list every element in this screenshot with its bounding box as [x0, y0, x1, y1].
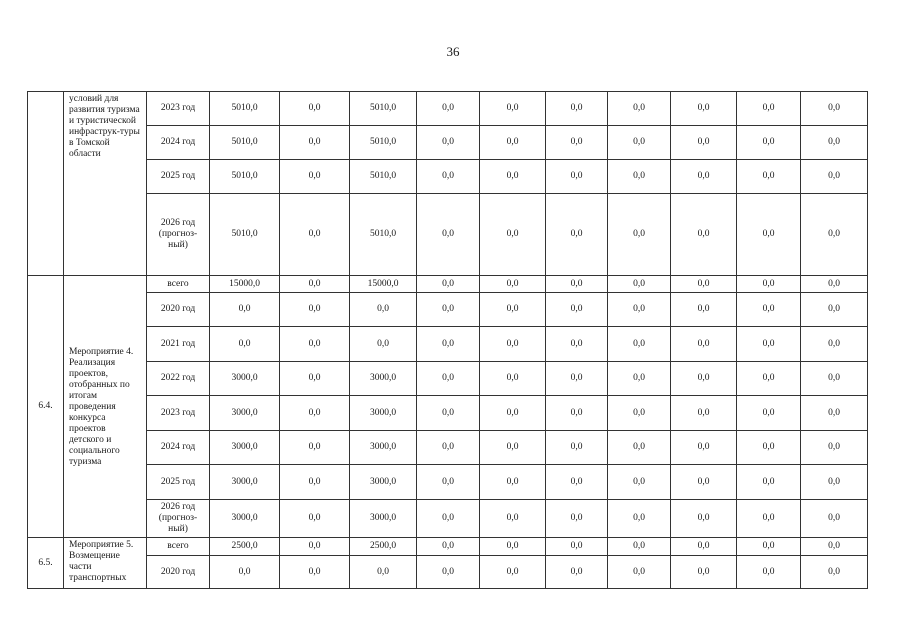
item-name-cell: Мероприятие 4. Реализация проектов, отобранных по итогам проведения конкурса проектов детского и социального туризма	[64, 276, 147, 538]
value-cell: 0,0	[480, 538, 546, 556]
value-cell: 0,0	[480, 194, 546, 276]
value-cell: 3000,0	[210, 362, 280, 396]
value-cell: 0,0	[480, 500, 546, 538]
value-cell: 2500,0	[210, 538, 280, 556]
value-cell: 0,0	[801, 362, 868, 396]
value-cell: 0,0	[608, 276, 671, 293]
value-cell: 0,0	[417, 92, 480, 126]
period-cell: 2020 год	[147, 556, 210, 589]
value-cell: 0,0	[671, 362, 737, 396]
value-cell: 0,0	[608, 92, 671, 126]
value-cell: 0,0	[801, 465, 868, 500]
value-cell: 0,0	[417, 431, 480, 465]
value-cell: 0,0	[801, 396, 868, 431]
value-cell: 0,0	[801, 327, 868, 362]
value-cell: 0,0	[608, 327, 671, 362]
value-cell: 0,0	[801, 276, 868, 293]
value-cell: 0,0	[737, 126, 801, 160]
value-cell: 0,0	[608, 160, 671, 194]
value-cell: 15000,0	[210, 276, 280, 293]
value-cell: 0,0	[671, 431, 737, 465]
value-cell: 0,0	[350, 327, 417, 362]
value-cell: 0,0	[280, 465, 350, 500]
value-cell: 3000,0	[350, 396, 417, 431]
table-row	[28, 194, 868, 276]
value-cell: 0,0	[737, 276, 801, 293]
value-cell: 0,0	[417, 465, 480, 500]
value-cell: 0,0	[608, 431, 671, 465]
value-cell: 0,0	[801, 160, 868, 194]
value-cell: 5010,0	[350, 194, 417, 276]
table-row	[28, 500, 868, 538]
table-row	[28, 327, 868, 362]
value-cell: 3000,0	[350, 431, 417, 465]
value-cell: 0,0	[737, 327, 801, 362]
table-row	[28, 362, 868, 396]
value-cell: 0,0	[480, 327, 546, 362]
table-row	[28, 431, 868, 465]
value-cell: 0,0	[737, 362, 801, 396]
value-cell: 0,0	[480, 556, 546, 589]
value-cell: 0,0	[280, 431, 350, 465]
value-cell: 0,0	[280, 327, 350, 362]
period-cell: 2025 год	[147, 160, 210, 194]
value-cell: 0,0	[801, 126, 868, 160]
value-cell: 0,0	[546, 538, 608, 556]
value-cell: 0,0	[608, 293, 671, 327]
period-cell: 2025 год	[147, 465, 210, 500]
value-cell: 0,0	[546, 92, 608, 126]
value-cell: 0,0	[280, 194, 350, 276]
value-cell: 0,0	[210, 293, 280, 327]
value-cell: 0,0	[801, 431, 868, 465]
value-cell: 0,0	[801, 293, 868, 327]
table-row	[28, 276, 868, 293]
value-cell: 15000,0	[350, 276, 417, 293]
value-cell: 0,0	[280, 126, 350, 160]
value-cell: 0,0	[417, 500, 480, 538]
value-cell: 0,0	[608, 194, 671, 276]
value-cell: 0,0	[350, 293, 417, 327]
value-cell: 0,0	[737, 538, 801, 556]
value-cell: 3000,0	[350, 362, 417, 396]
value-cell: 0,0	[546, 396, 608, 431]
value-cell: 0,0	[608, 500, 671, 538]
item-code-cell	[28, 92, 64, 276]
value-cell: 0,0	[671, 92, 737, 126]
value-cell: 0,0	[801, 92, 868, 126]
value-cell: 3000,0	[350, 500, 417, 538]
value-cell: 0,0	[480, 465, 546, 500]
value-cell: 0,0	[546, 276, 608, 293]
value-cell: 0,0	[480, 126, 546, 160]
value-cell: 0,0	[737, 92, 801, 126]
value-cell: 3000,0	[210, 500, 280, 538]
value-cell: 5010,0	[210, 194, 280, 276]
value-cell: 3000,0	[350, 465, 417, 500]
table-row	[28, 396, 868, 431]
value-cell: 0,0	[801, 556, 868, 589]
period-cell: всего	[147, 276, 210, 293]
value-cell: 0,0	[671, 538, 737, 556]
period-cell: 2022 год	[147, 362, 210, 396]
value-cell: 0,0	[737, 194, 801, 276]
value-cell: 5010,0	[350, 160, 417, 194]
value-cell: 0,0	[801, 194, 868, 276]
period-cell: 2021 год	[147, 327, 210, 362]
page-number: 36	[446, 44, 460, 59]
value-cell: 0,0	[417, 160, 480, 194]
value-cell: 0,0	[671, 276, 737, 293]
value-cell: 0,0	[737, 396, 801, 431]
value-cell: 0,0	[546, 500, 608, 538]
table-row	[28, 556, 868, 589]
period-cell: всего	[147, 538, 210, 556]
value-cell: 0,0	[417, 293, 480, 327]
value-cell: 5010,0	[210, 160, 280, 194]
value-cell: 0,0	[671, 556, 737, 589]
value-cell: 0,0	[546, 126, 608, 160]
value-cell: 0,0	[480, 293, 546, 327]
value-cell: 0,0	[608, 362, 671, 396]
value-cell: 0,0	[737, 465, 801, 500]
value-cell: 0,0	[671, 465, 737, 500]
value-cell: 0,0	[546, 293, 608, 327]
item-name-cell: Мероприятие 5. Возмещение части транспортных	[64, 538, 147, 589]
value-cell: 5010,0	[350, 126, 417, 160]
value-cell: 0,0	[671, 396, 737, 431]
value-cell: 0,0	[737, 500, 801, 538]
value-cell: 0,0	[417, 538, 480, 556]
value-cell: 0,0	[280, 160, 350, 194]
period-cell: 2026 год (прогноз-ный)	[147, 194, 210, 276]
value-cell: 0,0	[480, 92, 546, 126]
value-cell: 0,0	[280, 396, 350, 431]
value-cell: 0,0	[417, 126, 480, 160]
value-cell: 0,0	[546, 431, 608, 465]
value-cell: 0,0	[480, 160, 546, 194]
item-code-cell: 6.4.	[28, 276, 64, 538]
value-cell: 0,0	[280, 92, 350, 126]
value-cell: 0,0	[417, 194, 480, 276]
value-cell: 0,0	[280, 500, 350, 538]
value-cell: 0,0	[608, 126, 671, 160]
value-cell: 0,0	[546, 327, 608, 362]
value-cell: 0,0	[737, 556, 801, 589]
period-cell: 2024 год	[147, 126, 210, 160]
value-cell: 0,0	[417, 556, 480, 589]
value-cell: 0,0	[801, 500, 868, 538]
table-row	[28, 293, 868, 327]
value-cell: 0,0	[671, 126, 737, 160]
value-cell: 0,0	[210, 556, 280, 589]
period-cell: 2024 год	[147, 431, 210, 465]
value-cell: 3000,0	[210, 396, 280, 431]
value-cell: 0,0	[671, 293, 737, 327]
value-cell: 0,0	[671, 327, 737, 362]
value-cell: 0,0	[417, 327, 480, 362]
value-cell: 0,0	[608, 538, 671, 556]
value-cell: 0,0	[546, 465, 608, 500]
value-cell: 0,0	[210, 327, 280, 362]
value-cell: 0,0	[480, 431, 546, 465]
value-cell: 0,0	[480, 362, 546, 396]
table-row	[28, 465, 868, 500]
value-cell: 5010,0	[210, 92, 280, 126]
value-cell: 0,0	[671, 194, 737, 276]
value-cell: 0,0	[671, 500, 737, 538]
table-row	[28, 160, 868, 194]
period-cell: 2023 год	[147, 396, 210, 431]
value-cell: 0,0	[546, 194, 608, 276]
value-cell: 0,0	[546, 362, 608, 396]
value-cell: 0,0	[417, 276, 480, 293]
value-cell: 3000,0	[210, 465, 280, 500]
period-cell: 2026 год (прогноз-ный)	[147, 500, 210, 538]
value-cell: 0,0	[417, 396, 480, 431]
value-cell: 0,0	[480, 276, 546, 293]
value-cell: 0,0	[280, 276, 350, 293]
value-cell: 0,0	[608, 556, 671, 589]
value-cell: 0,0	[737, 293, 801, 327]
value-cell: 0,0	[737, 431, 801, 465]
value-cell: 0,0	[608, 465, 671, 500]
table-row	[28, 126, 868, 160]
value-cell: 3000,0	[210, 431, 280, 465]
value-cell: 5010,0	[210, 126, 280, 160]
value-cell: 0,0	[480, 396, 546, 431]
value-cell: 0,0	[280, 362, 350, 396]
budget-table	[27, 91, 868, 589]
value-cell: 0,0	[671, 160, 737, 194]
value-cell: 0,0	[737, 160, 801, 194]
table-row	[28, 538, 868, 556]
value-cell: 2500,0	[350, 538, 417, 556]
value-cell: 0,0	[350, 556, 417, 589]
value-cell: 0,0	[546, 160, 608, 194]
value-cell: 0,0	[280, 556, 350, 589]
item-name-cell: условий для развития туризма и туристической инфраструк-туры в Томской области	[64, 92, 147, 276]
value-cell: 5010,0	[350, 92, 417, 126]
period-cell: 2023 год	[147, 92, 210, 126]
value-cell: 0,0	[280, 538, 350, 556]
value-cell: 0,0	[608, 396, 671, 431]
value-cell: 0,0	[280, 293, 350, 327]
period-cell: 2020 год	[147, 293, 210, 327]
value-cell: 0,0	[801, 538, 868, 556]
table-row	[28, 92, 868, 126]
value-cell: 0,0	[417, 362, 480, 396]
value-cell: 0,0	[546, 556, 608, 589]
item-code-cell: 6.5.	[28, 538, 64, 589]
